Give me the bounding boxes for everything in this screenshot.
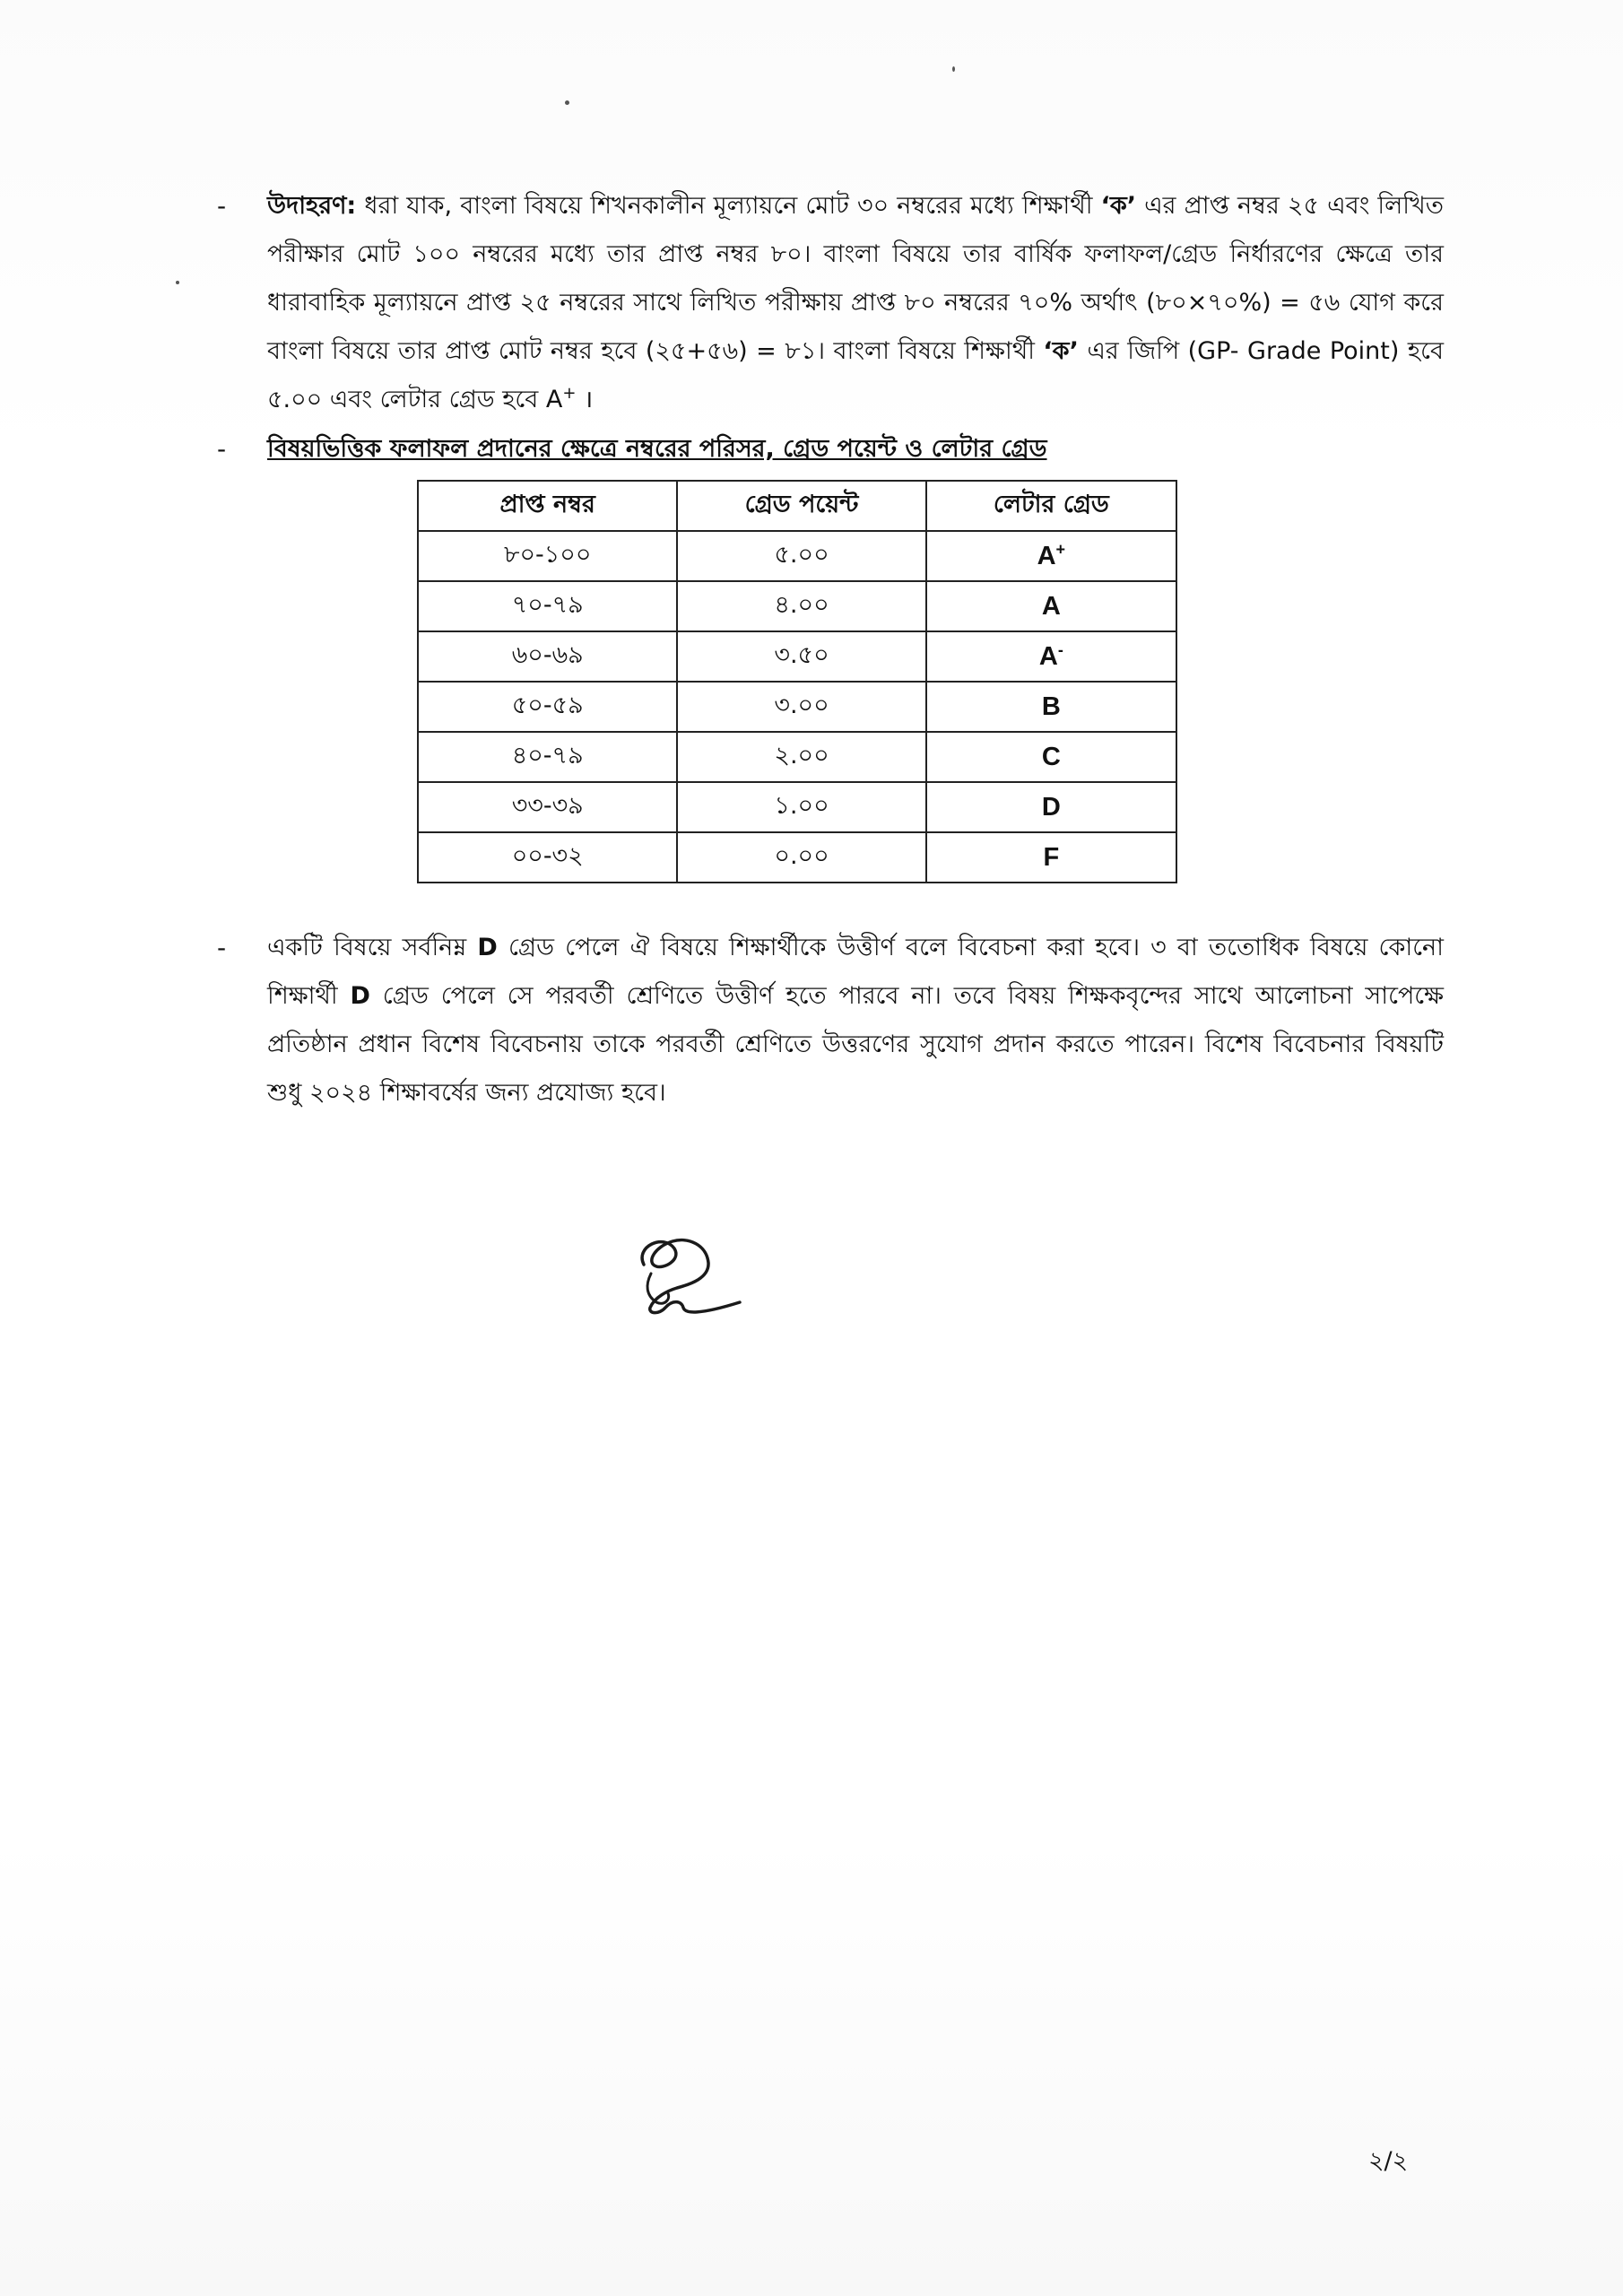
letter-grade-modifier: - [1057,639,1063,658]
table-row [418,732,1176,782]
letter-grade-cell [926,631,1176,682]
example-paragraph [267,182,1444,424]
rule-grade-2: D [350,982,370,1010]
header-grade-point: গ্রেড পয়েন্ট [677,481,925,531]
table-header-row [418,481,1176,531]
student-name-2: ‘ক’ [1043,337,1079,365]
letter-grade-cell [926,531,1176,581]
table-row [418,832,1176,883]
letter-grade-cell [926,682,1176,732]
letter-grade: F [1043,842,1060,872]
marks-range: ৬০-৬৯ [418,631,677,682]
table-row [418,682,1176,732]
letter-grade: A [1041,591,1061,621]
table-row [418,531,1176,581]
table-heading-section [217,425,1444,474]
grade-point: ৫.০০ [677,531,925,581]
marks-range: ০০-৩২ [418,832,677,883]
grade-point: ৪.০০ [677,581,925,631]
example-text-end: । [576,386,594,413]
table-row [418,631,1176,682]
letter-grade-cell [926,832,1176,883]
rule-text-1: একটি বিষয়ে সর্বনিম্ন [267,934,478,961]
grade-table [417,480,1177,883]
bullet-dash: - [217,191,227,221]
letter-grade: B [1041,691,1061,721]
grade-point: ২.০০ [677,732,925,782]
header-marks: প্রাপ্ত নম্বর [418,481,677,531]
example-text-3: এর জিপি (GP- Grade Point) হবে ৫.০০ এবং লেটার গ্রেড হবে A [267,337,1444,413]
rule-text-2: গ্রেড পেলে ঐ বিষয়ে শিক্ষার্থীকে উত্তীর্ণ বলে বিবেচনা করা হবে। ৩ বা ততোধিক বিষয়ে কোনো শিক্ষার্থী [267,934,1444,1010]
bullet-dash: - [217,434,227,464]
header-letter-grade: লেটার গ্রেড [926,481,1176,531]
letter-grade: C [1041,742,1061,771]
grade-superscript: + [562,384,577,403]
bullet-dash: - [217,933,227,962]
example-label: উদাহরণ: [267,192,357,220]
rule-text-3: গ্রেড পেলে সে পরবর্তী শ্রেণিতে উত্তীর্ণ হতে পারবে না। তবে বিষয় শিক্ষকবৃন্দের সাথে আলোচনা সাপেক্ষে প্রতিষ্ঠান প্রধান বিশেষ বিবেচনায় তাকে পরবর্তী শ্রেণিতে উত্তরণের সুযোগ প্রদান করতে পারেন। বিশেষ বিবেচনার বিষয়টি শুধু ২০২৪ শিক্ষাবর্ষের জন্য প্রযোজ্য হবে। [267,982,1444,1107]
scan-speck [565,100,569,105]
page-number: ২/২ [1368,2147,1409,2175]
rule-section [217,924,1444,1118]
signature-image [619,1229,744,1336]
grade-point: ৩.৫০ [677,631,925,682]
grade-point: ৩.০০ [677,682,925,732]
marks-range: ৩৩-৩৯ [418,782,677,832]
marks-range: ৭০-৭৯ [418,581,677,631]
example-text-2: এর প্রাপ্ত নম্বর ২৫ এবং লিখিত পরীক্ষার মোট ১০০ নম্বরের মধ্যে তার প্রাপ্ত নম্বর ৮০। বাংলা বিষয়ে তার বার্ষিক ফলাফল/গ্রেড নির্ধারণের ক্ষেত্রে তার ধারাবাহিক মূল্যায়নে প্রাপ্ত ২৫ নম্বরের সাথে লিখিত পরীক্ষায় প্রাপ্ত ৮০ নম্বরের ৭০% অর্থাৎ (৮০×৭০%) = ৫৬ যোগ করে বাংলা বিষয়ে তার প্রাপ্ত মোট নম্বর হবে (২৫+৫৬) = ৮১। বাংলা বিষয়ে শিক্ষার্থী [267,192,1444,365]
letter-grade: A [1037,541,1056,570]
rule-grade-1: D [477,934,498,961]
table-heading: বিষয়ভিত্তিক ফলাফল প্রদানের ক্ষেত্রে নম্বরের পরিসর, গ্রেড পয়েন্ট ও লেটার গ্রেড [267,435,1047,463]
scan-speck [176,281,179,284]
rule-paragraph [267,924,1444,1118]
marks-range: ৮০-১০০ [418,531,677,581]
marks-range: ৪০-৭৯ [418,732,677,782]
table-row [418,581,1176,631]
student-name-1: ‘ক’ [1100,192,1137,220]
marks-range: ৫০-৫৯ [418,682,677,732]
scan-speck [952,66,955,72]
letter-grade: D [1041,792,1061,822]
letter-grade-modifier: + [1055,539,1066,558]
letter-grade-cell [926,782,1176,832]
example-section [217,182,1444,424]
table-row [418,782,1176,832]
letter-grade: A [1038,641,1058,671]
letter-grade-cell [926,581,1176,631]
grade-point: ০.০০ [677,832,925,883]
example-text-1: ধরা যাক, বাংলা বিষয়ে শিখনকালীন মূল্যায়নে মোট ৩০ নম্বরের মধ্যে শিক্ষার্থী [356,192,1101,220]
grade-point: ১.০০ [677,782,925,832]
letter-grade-cell [926,732,1176,782]
